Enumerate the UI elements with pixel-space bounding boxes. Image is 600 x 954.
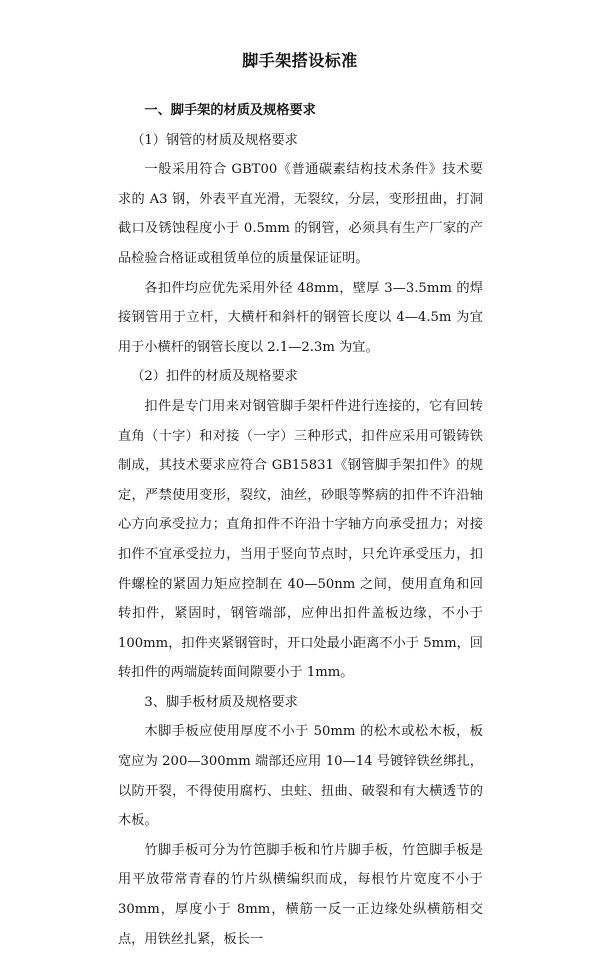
paragraph-bamboo-boards: 竹脚手板可分为竹笆脚手板和竹片脚手板，竹笆脚手板是用平放带常青春的竹片纵横编织而成，每根竹片宽度不小于 30mm，厚度小于 8mm，横筋一反一正边缘处纵横筋相交点，用铁丝扎紧，板长一	[118, 842, 483, 947]
paragraph-coupler-requirements: 扣件是专门用来对钢管脚手架杆件进行连接的，它有回转直角（十字）和对接（一字）三种形式，扣件应采用可锻铸铁制成，其技术要求应符合 GB15831《钢管脚手架扣件》的规定，严禁使用变形，裂纹，油丝，砂眼等弊病的扣件不许沿轴心方向承受拉力；直角扣件不许沿十字轴方向承受扭力；对接扣件不宜承受拉力，当用于竖向节点时，只允许承受压力，扣件螺栓的紧固力矩应控制在 40—50nm 之间，使用直角和回转扣件，紧固时，钢管端部，应伸出扣件盖板边缘，不小于 100mm，扣件夹紧钢管时，开口处最小距离不小于 5mm，回转扣件的两端旋转面间隙要小于 1mm。	[118, 398, 483, 681]
document-title: 脚手架搭设标准	[242, 51, 358, 70]
subsection-heading-steel-pipe: （1）钢管的材质及规格要求	[131, 132, 298, 148]
paragraph-wood-boards: 木脚手板应使用厚度不小于 50mm 的松木或松木板，板宽应为 200—300mm 端部还应用 10—14 号镀锌铁丝绑扎，以防开裂，不得使用腐朽、虫蛀、扭曲、破裂和有大横透节的木板。	[118, 724, 483, 829]
subsection-heading-scaffold-boards: 3、脚手板材质及规格要求	[144, 694, 298, 710]
document-body	[118, 96, 483, 954]
paragraph-steel-pipe-standard: 一般采用符合 GBT00《普通碳素结构技术条件》技术要求的 A3 钢，外表平直光滑，无裂纹，分层，变形扭曲，打洞截口及锈蚀程度小于 0.5mm 的钢管，必须具有生产厂家的产品检验合格证或租赁单位的质量保证证明。	[118, 162, 483, 266]
subsection-heading-couplers: （2）扣件的材质及规格要求	[131, 369, 298, 385]
paragraph-pipe-dimensions: 各扣件均应优先采用外径 48mm，壁厚 3—3.5mm 的焊接钢管用于立杆，大横杆和斜杆的钢管长度以 4—4.5m 为宜用于小横杆的钢管长度以 2.1—2.3m 为宜。	[118, 280, 483, 355]
section-heading-materials: 一、脚手架的材质及规格要求	[144, 103, 316, 118]
